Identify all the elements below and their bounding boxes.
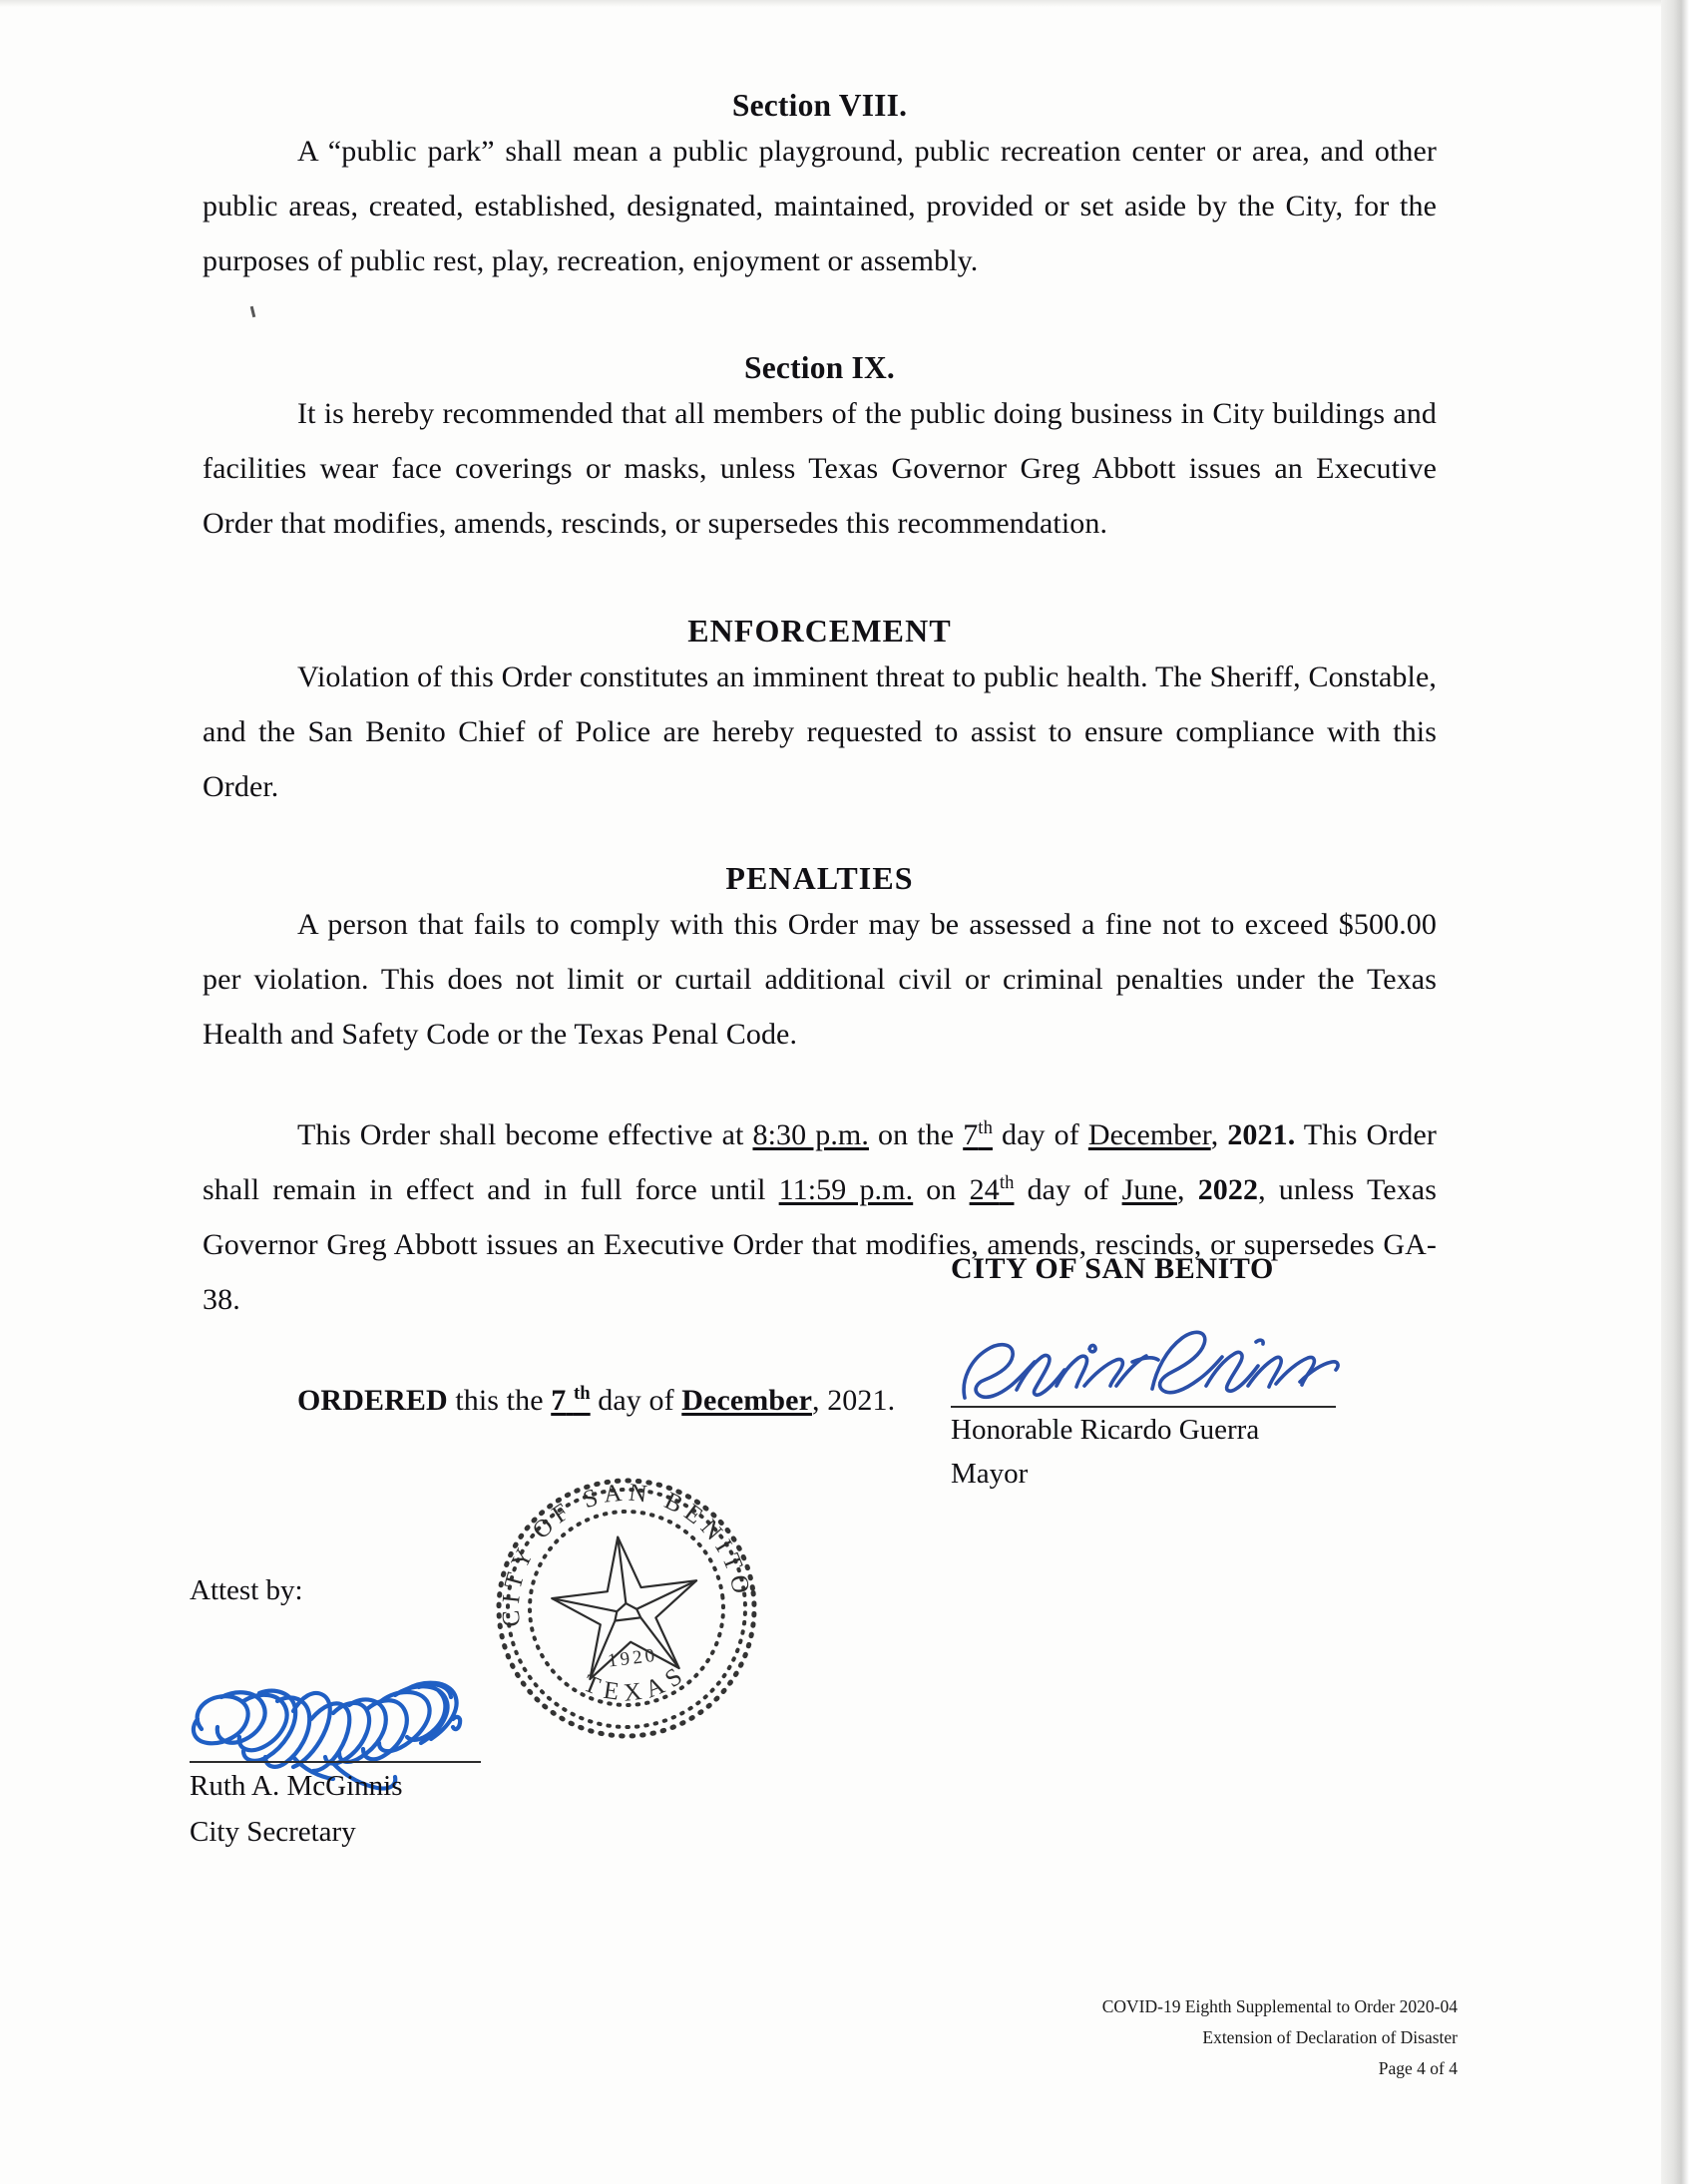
footer-line-1: COVID-19 Eighth Supplemental to Order 2020-04 [1101, 1996, 1458, 2016]
ordered-mid2: day of [590, 1384, 682, 1417]
secretary-title: City Secretary [190, 1816, 356, 1848]
paragraph-section-ix: It is hereby recommended that all members of the public doing business in City buildings and facilities wear face coverings or masks, unless Texas Governor Greg Abbott issues an Executive Order that modifies, amends, rescinds, or supersedes this recommendation. [203, 397, 1437, 540]
expire-lead: This Order shall remain in effect and in full force until [203, 1118, 1438, 1206]
paragraph-enforcement: Violation of this Order constitutes an imminent threat to public health. The Sheriff, Constable, and the San Benito Chief of Police are hereby requested to assist to ensure compliance with this Order. [203, 660, 1437, 803]
footer-line-2: Extension of Declaration of Disaster [1202, 2027, 1458, 2047]
mayor-name: Honorable Ricardo Guerra [951, 1414, 1260, 1446]
mayor-title: Mayor [951, 1458, 1029, 1490]
page-footer [1102, 1991, 1458, 2084]
ordered-year-value: 2021. [827, 1384, 896, 1417]
mayor-signature-area [951, 1286, 1509, 1408]
seal-outer-text: CITY OF SAN BENITO [497, 1479, 755, 1628]
ordered-day-suffix: th [573, 1383, 591, 1404]
ordered-mid3: , [812, 1384, 828, 1417]
effective-mid1: on the [868, 1118, 964, 1151]
ordered-day-value: 7 $^{th}$ [551, 1383, 591, 1417]
effective-mid2: day of [992, 1118, 1088, 1151]
expire-day-value: 24th [969, 1172, 1015, 1206]
effective-month-value: December [1087, 1118, 1211, 1151]
effective-year-value: 2021. [1227, 1118, 1296, 1151]
expire-year-value: 2022 [1197, 1173, 1259, 1206]
effective-lead: This Order shall become effective at [297, 1118, 753, 1151]
ordered-month-value: December [681, 1384, 812, 1417]
scan-edge-right [1661, 0, 1689, 2184]
mayor-signature-rule [951, 1406, 1336, 1408]
city-seal [460, 1442, 793, 1775]
city-name-heading: CITY OF SAN BENITO [951, 1252, 1274, 1285]
mayor-signature-block [951, 1252, 1509, 1496]
footer-line-3: Page 4 of 4 [1378, 2058, 1458, 2078]
paragraph-penalties: A person that fails to comply with this Order may be assessed a fine not to exceed $500.00 per violation. This does not limit or curtail additional civil or criminal penalties under the Texas Health and Safety Code or the Texas Penal Code. [203, 908, 1437, 1051]
effective-mid3: , [1210, 1118, 1228, 1151]
ordered-label: ORDERED [297, 1384, 448, 1417]
expire-day-suffix: th [999, 1172, 1015, 1193]
expire-mid4: on [913, 1173, 970, 1206]
effective-time-value: 8:30 p.m. [752, 1118, 869, 1151]
secretary-name: Ruth A. McGinnis [190, 1770, 403, 1802]
expire-mid6: , [1176, 1173, 1198, 1206]
heading-enforcement: ENFORCEMENT [687, 613, 952, 649]
scan-edge-top [0, 0, 1689, 7]
effective-tail: , unless Texas Governor Greg Abbott issues an Executive Order that modifies, amends, rescinds, or supersedes GA-38. [203, 1173, 1437, 1316]
expire-time-value: 11:59 p.m. [778, 1173, 914, 1206]
seal-bottom-text: TEXAS [579, 1658, 693, 1707]
heading-section-ix: Section IX. [744, 350, 895, 385]
effective-day-suffix: th [978, 1117, 993, 1138]
attest-label: Attest by: [190, 1574, 303, 1606]
ordered-mid1: this the [447, 1384, 552, 1417]
seal-year: 1920 [607, 1644, 659, 1672]
effective-day-value: 7th [963, 1117, 993, 1151]
expire-month-value: June [1121, 1173, 1177, 1206]
document-body [203, 88, 1437, 1428]
paragraph-section-viii: A “public park” shall mean a public playground, public recreation center or area, and other public areas, created, established, designated, maintained, provided or set aside by the City, for the purposes of public rest, play, recreation, enjoyment or assembly. [203, 135, 1437, 277]
heading-section-viii: Section VIII. [731, 88, 908, 123]
seal-outer-dotted-ring [484, 1466, 768, 1750]
expire-mid5: day of [1014, 1173, 1122, 1206]
mayor-signature-ink [957, 1294, 1346, 1414]
heading-penalties: PENALTIES [725, 860, 914, 896]
